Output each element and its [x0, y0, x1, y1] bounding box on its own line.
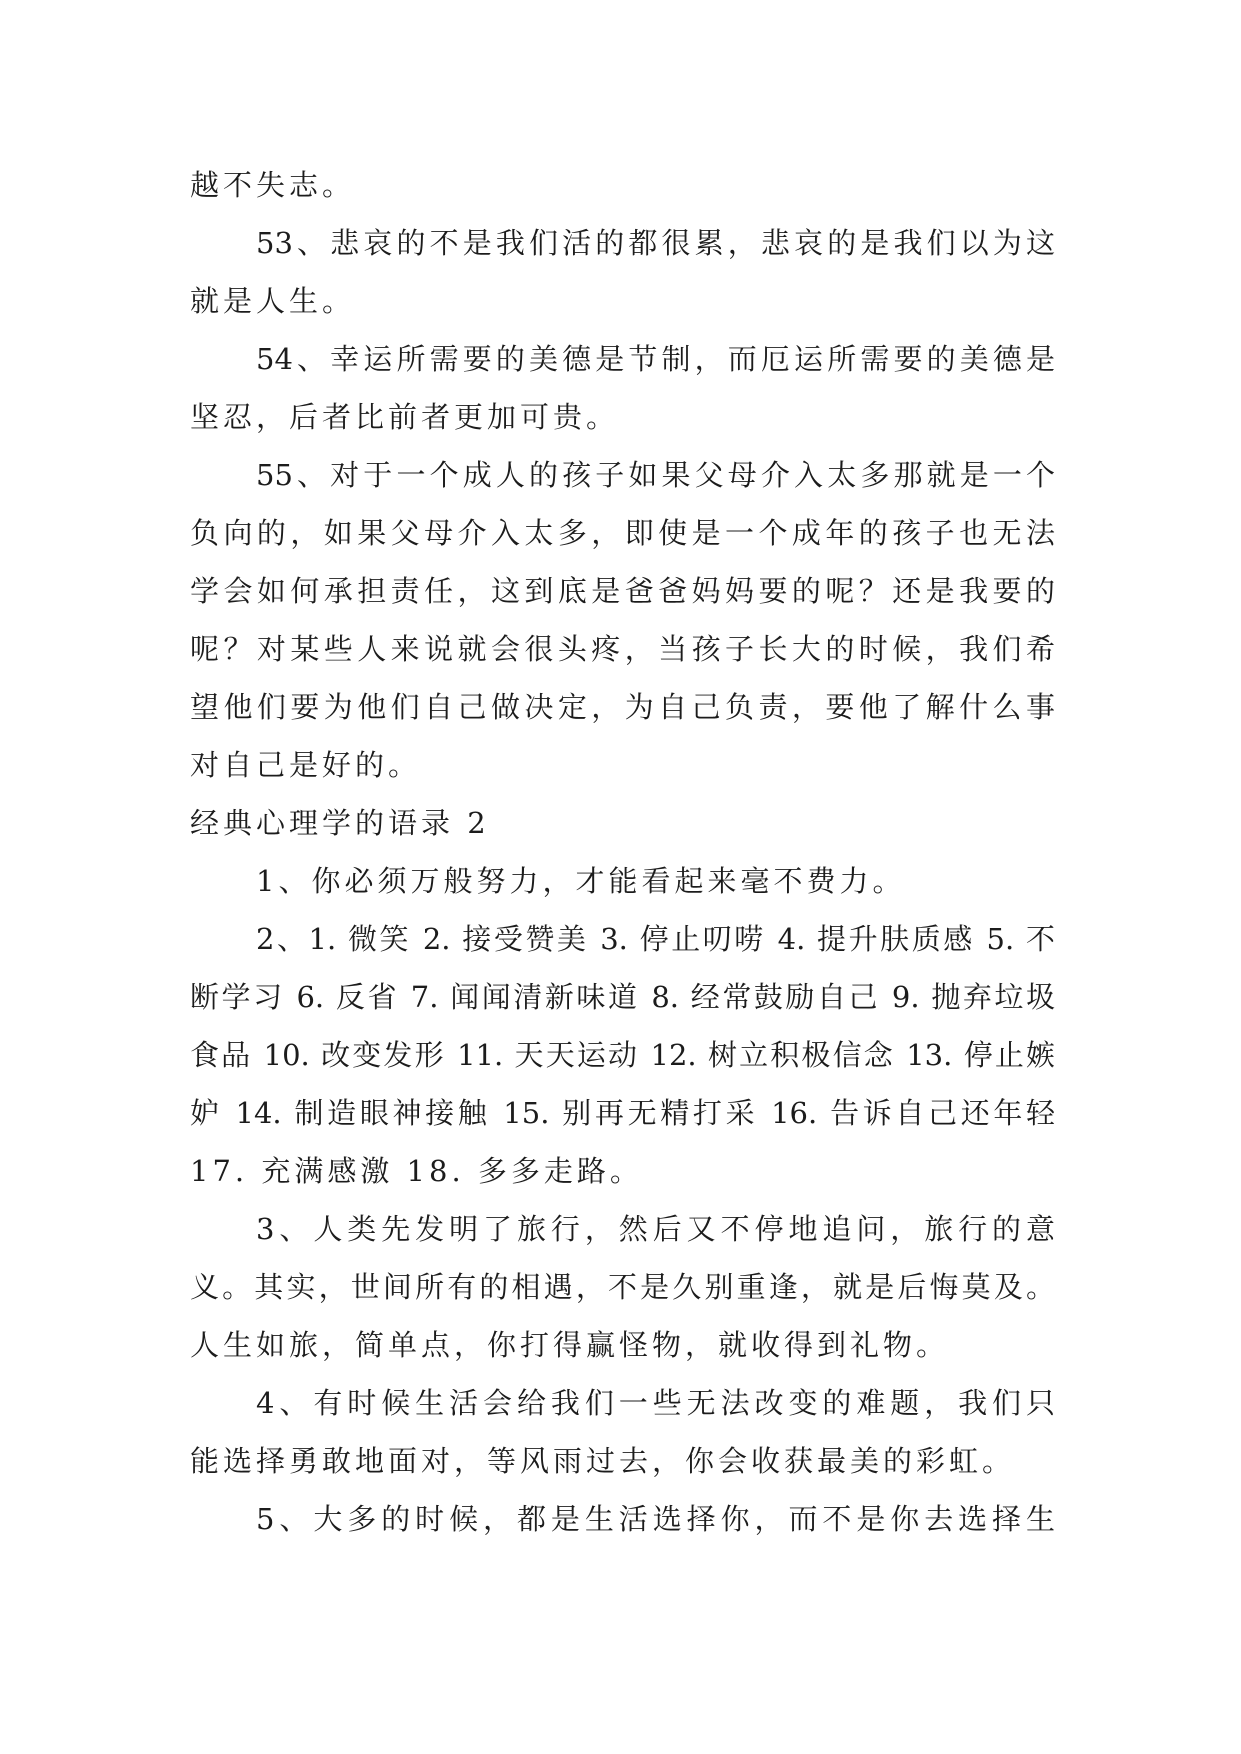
paragraph-line: 4、有时候生活会给我们一些无法改变的难题，我们只	[256, 1386, 1055, 1420]
paragraph-line: 能选择勇敢地面对，等风雨过去，你会收获最美的彩虹。	[190, 1444, 1016, 1478]
section-paragraph-5	[190, 1490, 1055, 1548]
paragraph-line: 53、悲哀的不是我们活的都很累，悲哀的是我们以为这	[256, 226, 1055, 260]
paragraph-line: 坚忍，后者比前者更加可贵。	[190, 400, 620, 434]
paragraph-line: 就是人生。	[190, 284, 356, 318]
paragraph-line: 17. 充满感激 18. 多多走路。	[190, 1154, 643, 1188]
paragraph-line: 1、你必须万般努力，才能看起来毫不费力。	[256, 864, 906, 898]
paragraph-line: 食品 10. 改变发形 11. 天天运动 12. 树立积极信念 13. 停止嫉	[190, 1038, 1055, 1072]
paragraph-line: 越不失志。	[190, 168, 356, 202]
paragraph-line: 2、1. 微笑 2. 接受赞美 3. 停止叨唠 4. 提升肤质感 5. 不	[256, 922, 1055, 956]
paragraph-line: 负向的，如果父母介入太多，即使是一个成年的孩子也无法	[190, 516, 1055, 550]
paragraph-line: 对自己是好的。	[190, 748, 422, 782]
section-paragraph-3	[190, 1200, 1055, 1374]
paragraph-54	[190, 330, 1055, 446]
paragraph-line: 5、大多的时候，都是生活选择你，而不是你去选择生	[256, 1502, 1055, 1536]
section-title: 经典心理学的语录 2	[190, 806, 490, 840]
section-paragraph-1	[190, 852, 1055, 910]
paragraph-line: 望他们要为他们自己做决定，为自己负责，要他了解什么事	[190, 690, 1055, 724]
paragraph-line: 55、对于一个成人的孩子如果父母介入太多那就是一个	[256, 458, 1055, 492]
section-paragraph-2	[190, 910, 1055, 1200]
paragraph-line: 呢？对某些人来说就会很头疼，当孩子长大的时候，我们希	[190, 632, 1055, 666]
paragraph-line: 义。其实，世间所有的相遇，不是久别重逢，就是后悔莫及。	[190, 1270, 1055, 1304]
section-paragraph-4	[190, 1374, 1055, 1490]
paragraph-53	[190, 214, 1055, 330]
paragraph-line: 妒 14. 制造眼神接触 15. 别再无精打采 16. 告诉自己还年轻	[190, 1096, 1055, 1130]
paragraph-line: 人生如旅，简单点，你打得赢怪物，就收得到礼物。	[190, 1328, 950, 1362]
paragraph-line: 学会如何承担责任，这到底是爸爸妈妈要的呢？还是我要的	[190, 574, 1055, 608]
paragraph-line: 54、幸运所需要的美德是节制，而厄运所需要的美德是	[256, 342, 1055, 376]
paragraph-52-continued	[190, 156, 1055, 214]
paragraph-line: 3、人类先发明了旅行，然后又不停地追问，旅行的意	[256, 1212, 1055, 1246]
paragraph-55	[190, 446, 1055, 794]
document-body	[190, 156, 1055, 1548]
paragraph-line: 断学习 6. 反省 7. 闻闻清新味道 8. 经常鼓励自己 9. 抛弃垃圾	[190, 980, 1055, 1014]
